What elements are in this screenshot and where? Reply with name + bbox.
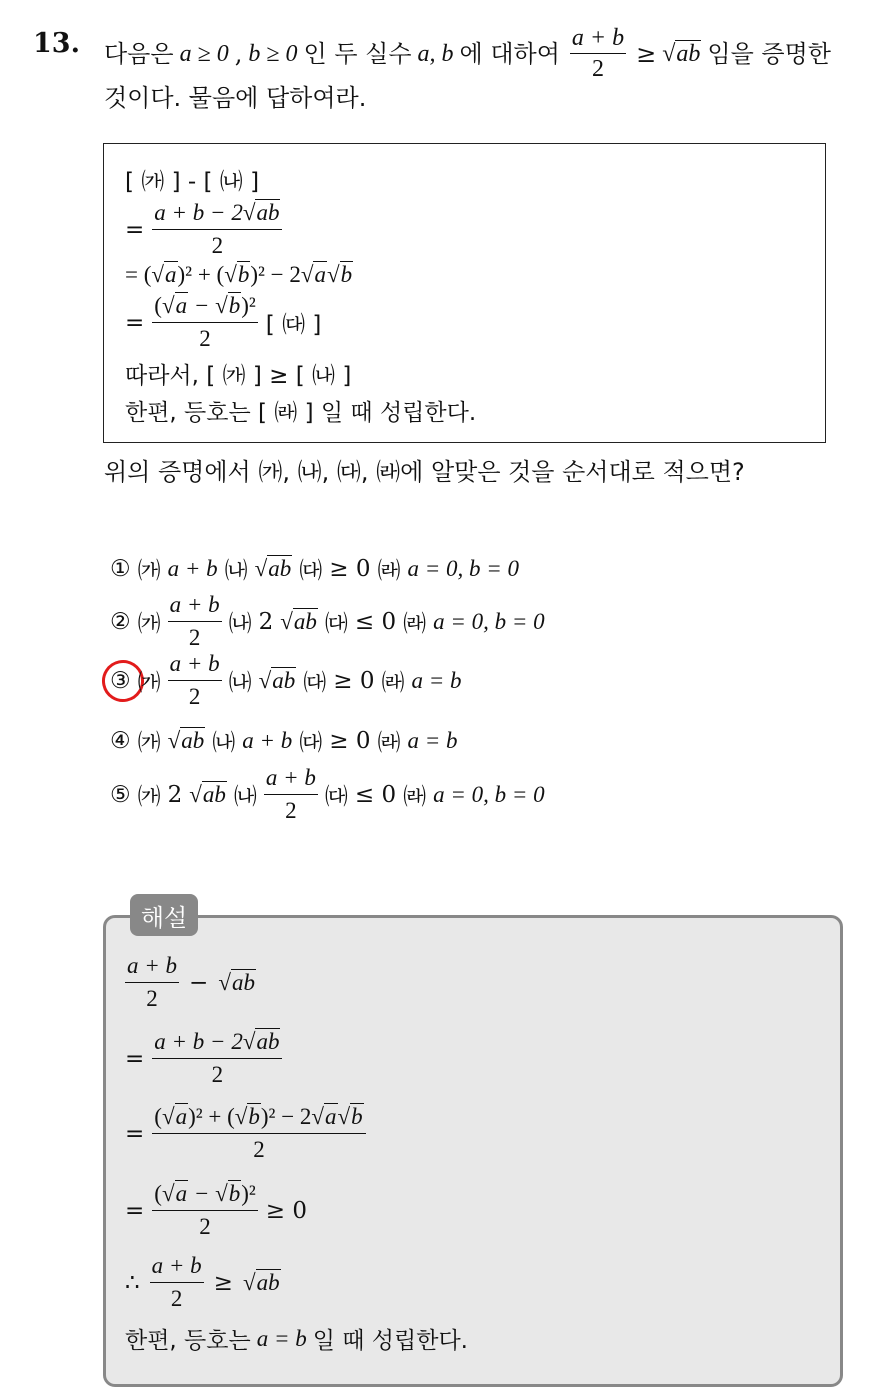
blank-c: [ ㈐ ] <box>265 312 322 338</box>
sol-line-6: 한편, 등호는 a = b 일 때 성립한다. <box>125 1325 468 1354</box>
proof-line-2: = $\frac{a + b - 2√ab}{2}$ <box>125 200 282 259</box>
sol-line-2: = $\frac{a + b - 2√ab}{2}$ <box>125 1029 282 1088</box>
question-prompt: 위의 증명에서 ㈎, ㈏, ㈐, ㈑에 알맞은 것을 순서대로 적으면? <box>104 458 745 486</box>
q-ge: ≥ <box>636 39 657 68</box>
sol-line-1: $\frac{a + b}{2}$ − √ab <box>127 953 255 1011</box>
q-cond1: a ≥ 0 <box>179 40 229 67</box>
proof-line-3: = (√a)² + (√b)² − 2√a√b <box>125 262 353 287</box>
q-end: 임을 증명한 <box>707 39 831 68</box>
question-line-2: 것이다. 물음에 답하여라. <box>104 84 367 112</box>
q-mid: 인 두 실수 <box>303 39 412 68</box>
proof-line-1: [ ㈎ ] - [ ㈏ ] <box>125 169 260 195</box>
solution-badge: 해설 <box>130 894 198 936</box>
q-cond2: b ≥ 0 <box>248 40 298 67</box>
choice-3[interactable]: ③ ㈎ $\frac{a + b}{2}$ ㈏ √ab ㈐ ≥ 0 ㈑ a = b <box>110 651 462 709</box>
proof-line-5: 따라서, [ ㈎ ] ≥ [ ㈏ ] <box>125 363 352 389</box>
sol-line-4: = $\frac{\text{(√a − √b)²}}{2}$ ≥ 0 <box>125 1181 308 1239</box>
q-vars: a, b <box>417 40 454 67</box>
question-number: 13. <box>33 28 80 59</box>
sol-line-5: ∴ $\frac{a + b}{2}$ ≥ √ab <box>125 1253 280 1311</box>
sol-line-3: = $\frac{\text{(√a)² + (√b)² − 2√a√b}}{2}$ <box>125 1104 366 1163</box>
proof-line-6: 한편, 등호는 [ ㈑ ] 일 때 성립한다. <box>125 400 477 426</box>
proof-line-4: = $\frac{\text{(√a − √b)²}}{2}$ [ ㈐ ] <box>125 293 322 351</box>
choice-1[interactable]: ① ㈎ a + b ㈏ √ab ㈐ ≥ 0 ㈑ a = 0, b = 0 <box>110 555 520 584</box>
q-sqrt-ab: √ab <box>662 40 701 67</box>
question-line-1: 다음은 a ≥ 0 , b ≥ 0 인 두 실수 a, b 에 대하여 $\frac{a + b}{2}$ ≥ √ab 임을 증명한 <box>104 25 831 82</box>
q-prefix: 다음은 <box>104 39 174 68</box>
choice-4[interactable]: ④ ㈎ √ab ㈏ a + b ㈐ ≥ 0 ㈑ a = b <box>110 727 458 756</box>
q-fraction: $\frac{a + b}{2}$ <box>571 25 625 82</box>
choice-2[interactable]: ② ㈎ $\frac{a + b}{2}$ ㈏ 2 √ab ㈐ ≤ 0 ㈑ a = 0, b = 0 <box>110 592 545 650</box>
q-suffix: 에 대하여 <box>459 39 560 68</box>
choice-5[interactable]: ⑤ ㈎ 2 √ab ㈏ $\frac{a + b}{2}$ ㈐ ≤ 0 ㈑ a = 0, b = 0 <box>110 765 545 823</box>
